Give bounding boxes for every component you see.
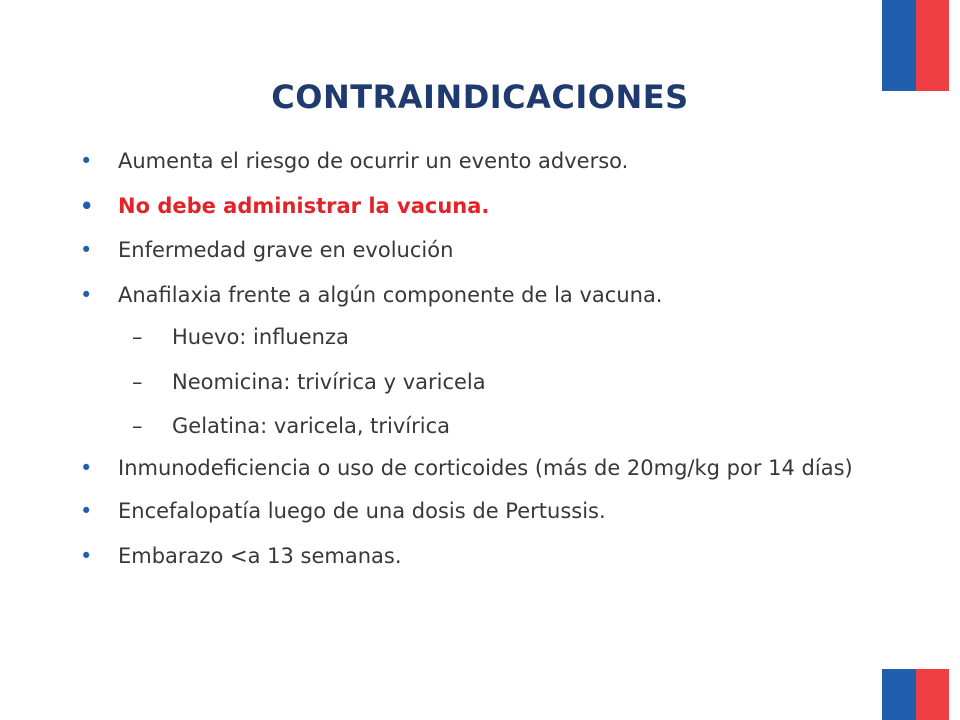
sub-bullet-item: – Neomicina: trivírica y varicela: [132, 366, 930, 399]
bullet-list: [80, 145, 930, 584]
sub-bullet-list: [118, 321, 930, 443]
sub-bullet-item: – Gelatina: varicela, trivírica: [132, 410, 930, 443]
slide-title: CONTRAINDICACIONES: [271, 78, 689, 116]
bullet-item-emphasis: • No debe administrar la vacuna.: [80, 190, 930, 223]
bullet-item: • Embarazo <a 13 semanas.: [80, 540, 930, 573]
bullet-item: • Inmunodeficiencia o uso de corticoides (más de 20mg/kg por 14 días): [80, 453, 930, 483]
sub-bullet-item: – Huevo: influenza: [132, 321, 930, 354]
flag-decoration-bottom: [882, 669, 949, 720]
flag-stripe-blue: [882, 669, 916, 720]
bullet-item-with-sublist: [80, 279, 930, 443]
bullet-item: • Encefalopatía luego de una dosis de Pertussis.: [80, 495, 930, 528]
bullet-text: Anafilaxia frente a algún componente de la vacuna.: [118, 282, 663, 307]
bullet-item: • Aumenta el riesgo de ocurrir un evento adverso.: [80, 145, 930, 178]
bullet-item: • Enfermedad grave en evolución: [80, 234, 930, 267]
flag-stripe-red: [916, 669, 950, 720]
